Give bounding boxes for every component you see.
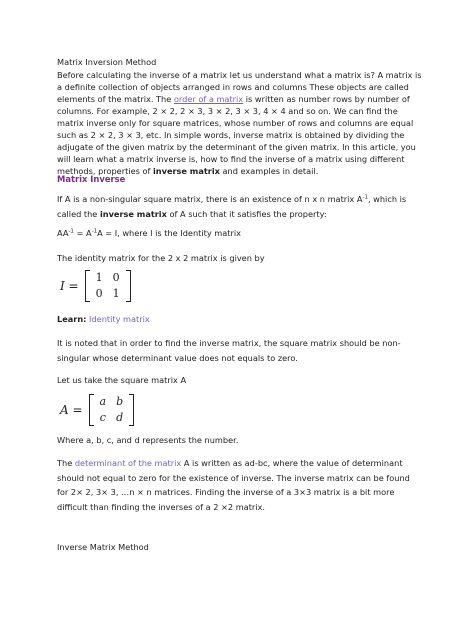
det-text-2: A is written as ad-bc, where the value of determinant should not equal to zero for the existence of inverse. The inverse matrix can be found for 2× 2, 3× 3, …n × n matrices. Finding the inverse of a 3×3 matrix is a bit more difficult than finding the inverses of a 2 ×2 matrix. [57,458,410,512]
identity-cell: 1 [112,286,120,300]
identity-cell: 0 [112,271,120,284]
document-title: Matrix Inversion Method [57,57,157,67]
def-text-2: , which is called the [57,194,407,219]
eq-sup-1: -1 [68,228,74,235]
section-heading-matrix-inverse: Matrix Inverse [57,174,126,184]
elements-paragraph: Where a, b, c, and d represents the number. [57,435,239,445]
intro-text-2: is written as number rows by number of columns. For example, 2 × 2, 2 × 3, 3 × 2, 3 × 3, 4 × 4 and so on. We can find the matrix inverse only for square matrices, whose number of rows and columns are equal such as 2 × 2, 3 × 3, etc. In simple words, inverse matrix is obtained by dividing the adjugate of the given matrix by the determinant of the given matrix. In this article, you will learn what a matrix inverse is, how to find the inverse of a matrix using different methods, properties of [57,93,416,176]
identity-matrix-link[interactable]: Identity matrix [89,314,150,324]
determinant-paragraph [57,456,422,514]
eq-sup-2: -1 [91,228,98,235]
matrix-a-cell: b [116,395,124,408]
matrix-a-cell: a [99,395,107,408]
eq-text-3: A = I, where I is the Identity matrix [97,228,241,238]
def-text-1: If A is a non-singular square matrix, there is an existence of n x n matrix A [57,194,363,204]
identity-matrix-brackets [85,270,131,302]
intro-paragraph [57,70,422,178]
identity-cell: 0 [95,286,103,300]
learn-label: Learn: [57,314,87,324]
non-singular-paragraph: It is noted that in order to find the inverse matrix, the square matrix should be non-singular whose determinant value does not equals to zero. [57,338,401,363]
identity-matrix-label: I = [60,278,79,293]
definition-paragraph [57,192,422,221]
determinant-link[interactable]: determinant of the matrix [74,458,182,468]
learn-line [57,313,422,325]
def-text-3: of A such that it satisfies the property: [166,208,327,219]
det-text-1: The [57,458,75,468]
def-bold: inverse matrix [99,208,167,219]
matrix-a-brackets [89,394,135,426]
matrix-a-cell: c [99,410,106,424]
matrix-a [60,394,134,426]
identity-cell: 1 [95,271,103,284]
eq-text-1: AA [57,228,69,238]
square-matrix-intro: Let us take the square matrix A [57,375,187,385]
intro-bold: inverse matrix [152,165,220,176]
inverse-property-equation [57,227,422,239]
matrix-a-cell: d [116,410,124,424]
def-sup: -1 [362,194,368,201]
intro-text-1: Before calculating the inverse of a matrix let us understand what a matrix is? A matrix is a definite collection of objects arranged in rows and columns These objects are called elements of the matrix. The [57,70,422,104]
eq-text-2: = A [73,228,92,238]
matrix-a-label: A = [60,402,83,417]
order-of-matrix-link[interactable]: order of a matrix [173,93,244,104]
identity-matrix [60,270,131,302]
intro-text-3: and examples in detail. [219,165,319,176]
inverse-matrix-method-heading: Inverse Matrix Method [57,542,149,552]
identity-intro-paragraph: The identity matrix for the 2 x 2 matrix is given by [57,253,265,263]
